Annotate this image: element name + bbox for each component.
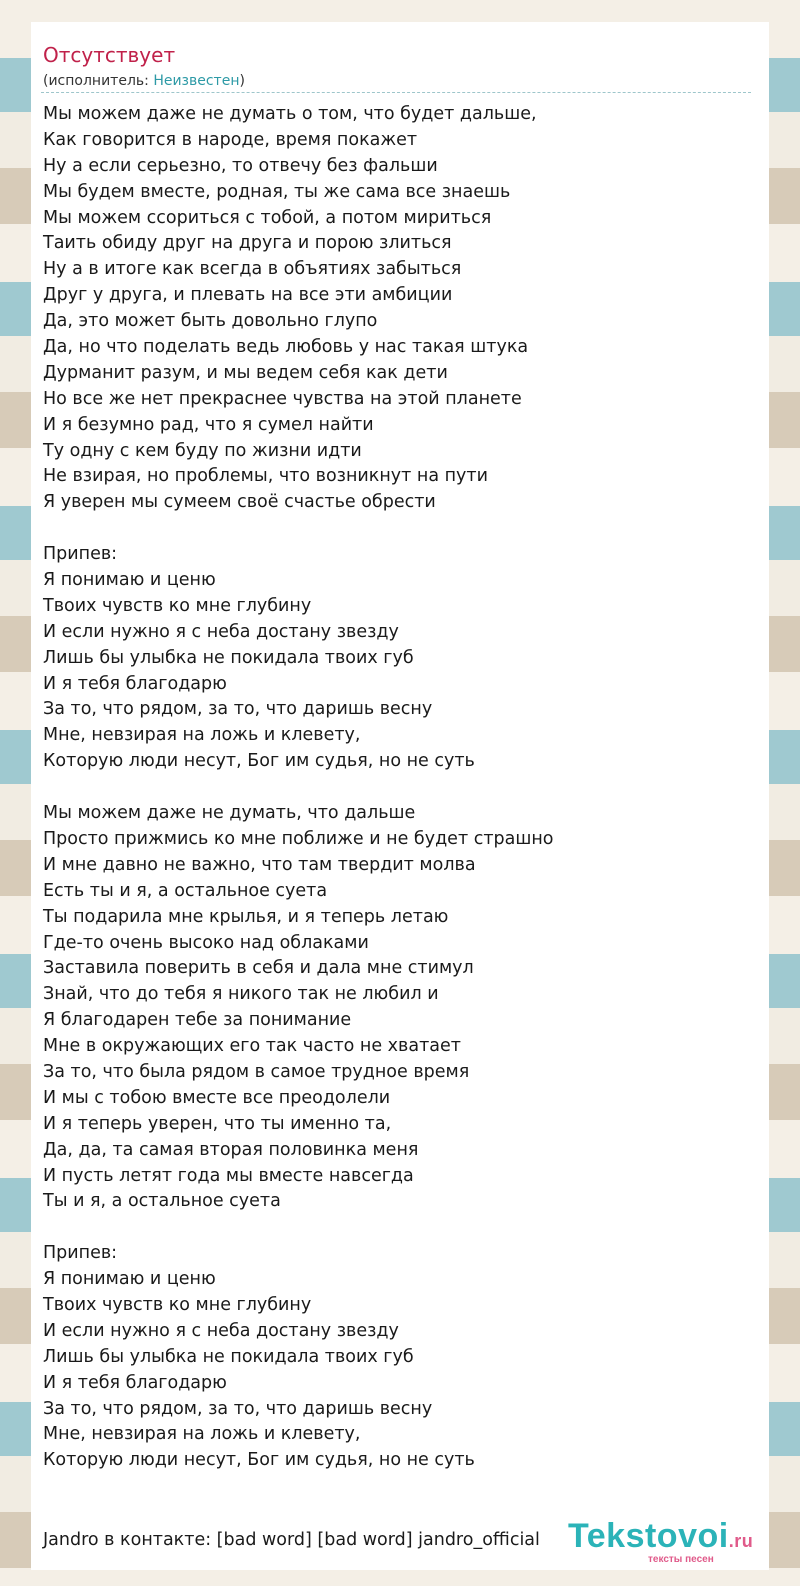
lyrics-line: И я безумно рад, что я сумел найти bbox=[43, 414, 374, 435]
lyrics-line: Ты и я, а остальное суета bbox=[43, 1191, 281, 1212]
logo-brand: Tekstovoi bbox=[568, 1517, 729, 1555]
lyrics-line: Мы можем ссориться с тобой, а потом мириться bbox=[43, 207, 492, 228]
logo-tld: .ru bbox=[728, 1531, 754, 1551]
lyrics-line: Да, это может быть довольно глупо bbox=[43, 311, 378, 332]
lyrics-line: Я уверен мы сумеем своё счастье обрести bbox=[43, 492, 436, 513]
lyrics-line: Таить обиду друг на друга и порою злиться bbox=[43, 233, 452, 254]
lyrics-line: Ту одну с кем буду по жизни идти bbox=[43, 440, 362, 461]
lyrics-blank-line bbox=[43, 516, 753, 542]
artist-suffix: ) bbox=[239, 73, 245, 89]
lyrics-line: Не взирая, но проблемы, что возникнут на пути bbox=[43, 466, 488, 487]
lyrics-line: И мне давно не важно, что там твердит молва bbox=[43, 854, 476, 875]
lyrics-line: Знай, что до тебя я никого так не любил и bbox=[43, 984, 439, 1005]
lyrics-line: Которую люди несут, Бог им судья, но не суть bbox=[43, 751, 475, 772]
lyrics-line: Ну а если серьезно, то отвечу без фальши bbox=[43, 155, 438, 176]
lyrics-line: Припев: bbox=[43, 1243, 118, 1264]
song-title: Отсутствует bbox=[43, 43, 176, 67]
lyrics-line: Лишь бы улыбка не покидала твоих губ bbox=[43, 1346, 414, 1367]
lyrics-line: Я понимаю и ценю bbox=[43, 570, 216, 591]
lyrics-line: И если нужно я с неба достану звезду bbox=[43, 621, 399, 642]
lyrics-line: Мы будем вместе, родная, ты же сама все знаешь bbox=[43, 181, 511, 202]
lyrics-line: За то, что рядом, за то, что даришь весну bbox=[43, 699, 433, 720]
artist-link[interactable]: Неизвестен bbox=[153, 73, 240, 89]
lyrics-line: Я понимаю и ценю bbox=[43, 1269, 216, 1290]
lyrics-line: И пусть летят года мы вместе навсегда bbox=[43, 1165, 414, 1186]
lyrics-line: Я благодарен тебе за понимание bbox=[43, 1010, 352, 1031]
logo-tagline: тексты песен bbox=[648, 1554, 714, 1565]
lyrics-line: И я тебя благодарю bbox=[43, 1372, 227, 1393]
footer-note: Jandro в контакте: [bad word] [bad word] jandro_official bbox=[43, 1530, 540, 1550]
lyrics-line: Но все же нет прекраснее чувства на этой планете bbox=[43, 388, 522, 409]
site-logo[interactable] bbox=[540, 1516, 780, 1566]
lyrics-line: Дурманит разум, и мы ведем себя как дети bbox=[43, 362, 448, 383]
lyrics-line: Мне, невзирая на ложь и клевету, bbox=[43, 1424, 361, 1445]
lyrics-line: Заставила поверить в себя и дала мне стимул bbox=[43, 958, 474, 979]
artist-line bbox=[43, 72, 245, 90]
title-divider bbox=[41, 92, 751, 93]
lyrics-line: Твоих чувств ко мне глубину bbox=[43, 1294, 312, 1315]
lyrics-line: Просто прижмись ко мне поближе и не будет страшно bbox=[43, 828, 554, 849]
lyrics-line: Как говорится в народе, время покажет bbox=[43, 129, 418, 150]
lyrics-line: Мы можем даже не думать о том, что будет дальше, bbox=[43, 104, 537, 124]
lyrics-line: Мы можем даже не думать, что дальше bbox=[43, 803, 416, 824]
lyrics-line: За то, что рядом, за то, что даришь весну bbox=[43, 1398, 433, 1419]
lyrics-card bbox=[31, 22, 769, 1570]
lyrics-line: Да, но что поделать ведь любовь у нас такая штука bbox=[43, 337, 529, 358]
lyrics-line: Лишь бы улыбка не покидала твоих губ bbox=[43, 647, 414, 668]
artist-prefix: (исполнитель: bbox=[43, 73, 154, 89]
lyrics-line: И мы с тобою вместе все преодолели bbox=[43, 1087, 391, 1108]
lyrics-line: Припев: bbox=[43, 544, 118, 565]
lyrics-line: Друг у друга, и плевать на все эти амбиции bbox=[43, 285, 453, 306]
lyrics-line: Ну а в итоге как всегда в объятиях забыться bbox=[43, 259, 462, 280]
lyrics-blank-line bbox=[43, 775, 753, 801]
lyrics-line: Твоих чувств ко мне глубину bbox=[43, 595, 312, 616]
lyrics-line: И я теперь уверен, что ты именно та, bbox=[43, 1113, 392, 1134]
lyrics-line: Мне в окружающих его так часто не хватает bbox=[43, 1036, 461, 1057]
lyrics-line: Где-то очень высоко над облаками bbox=[43, 932, 369, 953]
lyrics-line: И я тебя благодарю bbox=[43, 673, 227, 694]
lyrics-line: И если нужно я с неба достану звезду bbox=[43, 1320, 399, 1341]
lyrics-line: Мне, невзирая на ложь и клевету, bbox=[43, 725, 361, 746]
lyrics-line: Ты подарила мне крылья, и я теперь летаю bbox=[43, 906, 449, 927]
lyrics-line: Которую люди несут, Бог им судья, но не суть bbox=[43, 1450, 475, 1471]
lyrics-text bbox=[43, 102, 753, 1474]
lyrics-line: За то, что была рядом в самое трудное время bbox=[43, 1061, 470, 1082]
lyrics-line: Есть ты и я, а остальное суета bbox=[43, 880, 328, 901]
lyrics-line: Да, да, та самая вторая половинка меня bbox=[43, 1139, 419, 1160]
lyrics-blank-line bbox=[43, 1215, 753, 1241]
